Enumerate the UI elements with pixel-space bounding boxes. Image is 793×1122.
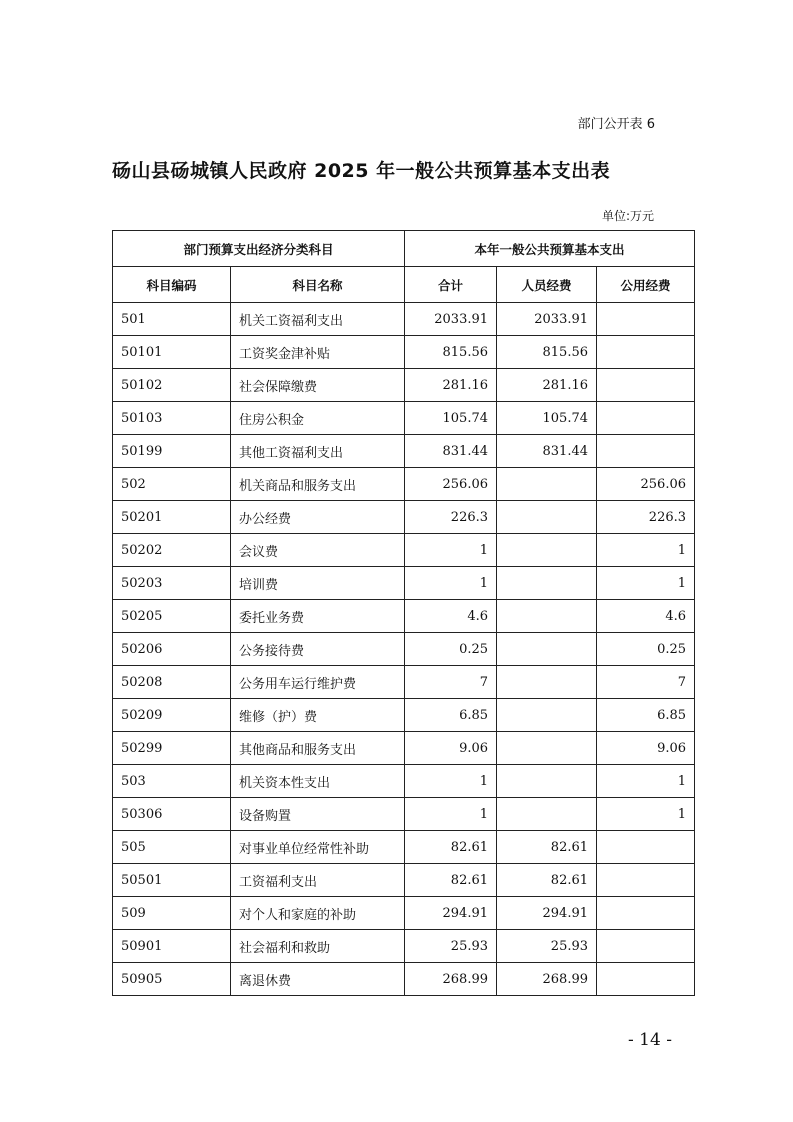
cell-total: 105.74 xyxy=(405,402,497,435)
cell-public xyxy=(597,336,695,369)
cell-personnel xyxy=(497,633,597,666)
cell-code: 50206 xyxy=(113,633,231,666)
table-row xyxy=(113,864,695,897)
cell-total: 6.85 xyxy=(405,699,497,732)
cell-public: 7 xyxy=(597,666,695,699)
cell-name: 机关工资福利支出 xyxy=(231,303,405,336)
table-row xyxy=(113,732,695,765)
cell-code: 50102 xyxy=(113,369,231,402)
cell-name: 办公经费 xyxy=(231,501,405,534)
table-row xyxy=(113,930,695,963)
cell-total: 9.06 xyxy=(405,732,497,765)
cell-name: 维修（护）费 xyxy=(231,699,405,732)
cell-public: 1 xyxy=(597,765,695,798)
page-title: 砀山县砀城镇人民政府 2025 年一般公共预算基本支出表 xyxy=(112,160,611,182)
cell-total: 1 xyxy=(405,798,497,831)
cell-total: 0.25 xyxy=(405,633,497,666)
cell-personnel: 294.91 xyxy=(497,897,597,930)
cell-code: 50103 xyxy=(113,402,231,435)
budget-table xyxy=(112,230,695,996)
cell-personnel xyxy=(497,732,597,765)
header-total: 合计 xyxy=(405,267,497,303)
cell-total: 4.6 xyxy=(405,600,497,633)
cell-code: 505 xyxy=(113,831,231,864)
cell-personnel: 281.16 xyxy=(497,369,597,402)
cell-name: 机关资本性支出 xyxy=(231,765,405,798)
cell-total: 2033.91 xyxy=(405,303,497,336)
cell-code: 50101 xyxy=(113,336,231,369)
cell-public: 1 xyxy=(597,798,695,831)
cell-personnel xyxy=(497,501,597,534)
header-expenditure-group: 本年一般公共预算基本支出 xyxy=(405,231,695,267)
cell-name: 住房公积金 xyxy=(231,402,405,435)
cell-personnel: 82.61 xyxy=(497,831,597,864)
table-row xyxy=(113,798,695,831)
cell-public xyxy=(597,435,695,468)
cell-code: 501 xyxy=(113,303,231,336)
cell-name: 公务用车运行维护费 xyxy=(231,666,405,699)
cell-public: 1 xyxy=(597,534,695,567)
cell-total: 294.91 xyxy=(405,897,497,930)
cell-name: 其他工资福利支出 xyxy=(231,435,405,468)
header-name: 科目名称 xyxy=(231,267,405,303)
unit-label: 单位:万元 xyxy=(601,209,654,223)
cell-personnel xyxy=(497,765,597,798)
cell-name: 委托业务费 xyxy=(231,600,405,633)
cell-total: 815.56 xyxy=(405,336,497,369)
cell-personnel xyxy=(497,468,597,501)
cell-total: 7 xyxy=(405,666,497,699)
table-row xyxy=(113,501,695,534)
cell-code: 50901 xyxy=(113,930,231,963)
cell-personnel xyxy=(497,600,597,633)
cell-name: 工资奖金津补贴 xyxy=(231,336,405,369)
cell-personnel xyxy=(497,567,597,600)
table-row xyxy=(113,633,695,666)
cell-total: 268.99 xyxy=(405,963,497,996)
cell-code: 50201 xyxy=(113,501,231,534)
cell-public: 226.3 xyxy=(597,501,695,534)
cell-public: 0.25 xyxy=(597,633,695,666)
cell-code: 50202 xyxy=(113,534,231,567)
cell-code: 502 xyxy=(113,468,231,501)
cell-name: 社会福利和救助 xyxy=(231,930,405,963)
page-number: - 14 - xyxy=(628,1030,672,1050)
cell-personnel xyxy=(497,534,597,567)
table-row xyxy=(113,897,695,930)
cell-public xyxy=(597,369,695,402)
cell-personnel: 25.93 xyxy=(497,930,597,963)
cell-code: 50299 xyxy=(113,732,231,765)
cell-personnel: 268.99 xyxy=(497,963,597,996)
cell-personnel: 831.44 xyxy=(497,435,597,468)
table-row xyxy=(113,600,695,633)
cell-public: 256.06 xyxy=(597,468,695,501)
cell-code: 50203 xyxy=(113,567,231,600)
cell-code: 509 xyxy=(113,897,231,930)
cell-name: 社会保障缴费 xyxy=(231,369,405,402)
cell-code: 50208 xyxy=(113,666,231,699)
cell-name: 对个人和家庭的补助 xyxy=(231,897,405,930)
table-row xyxy=(113,303,695,336)
cell-total: 831.44 xyxy=(405,435,497,468)
cell-total: 1 xyxy=(405,567,497,600)
cell-total: 82.61 xyxy=(405,864,497,897)
cell-name: 培训费 xyxy=(231,567,405,600)
table-row xyxy=(113,336,695,369)
cell-personnel xyxy=(497,666,597,699)
table-row xyxy=(113,402,695,435)
cell-total: 82.61 xyxy=(405,831,497,864)
cell-code: 50905 xyxy=(113,963,231,996)
cell-name: 公务接待费 xyxy=(231,633,405,666)
cell-code: 50199 xyxy=(113,435,231,468)
table-row xyxy=(113,831,695,864)
cell-public: 1 xyxy=(597,567,695,600)
cell-personnel xyxy=(497,798,597,831)
cell-name: 会议费 xyxy=(231,534,405,567)
cell-public xyxy=(597,831,695,864)
table-row xyxy=(113,534,695,567)
cell-total: 226.3 xyxy=(405,501,497,534)
cell-personnel: 2033.91 xyxy=(497,303,597,336)
cell-code: 503 xyxy=(113,765,231,798)
cell-code: 50306 xyxy=(113,798,231,831)
table-row xyxy=(113,567,695,600)
cell-personnel: 105.74 xyxy=(497,402,597,435)
cell-public: 6.85 xyxy=(597,699,695,732)
cell-public xyxy=(597,897,695,930)
table-row xyxy=(113,699,695,732)
table-row xyxy=(113,369,695,402)
cell-name: 工资福利支出 xyxy=(231,864,405,897)
cell-personnel xyxy=(497,699,597,732)
cell-personnel: 82.61 xyxy=(497,864,597,897)
table-row xyxy=(113,435,695,468)
cell-name: 对事业单位经常性补助 xyxy=(231,831,405,864)
cell-name: 机关商品和服务支出 xyxy=(231,468,405,501)
header-code: 科目编码 xyxy=(113,267,231,303)
table-row xyxy=(113,765,695,798)
cell-public: 4.6 xyxy=(597,600,695,633)
cell-public xyxy=(597,864,695,897)
cell-total: 25.93 xyxy=(405,930,497,963)
table-row xyxy=(113,468,695,501)
cell-public: 9.06 xyxy=(597,732,695,765)
cell-total: 1 xyxy=(405,765,497,798)
cell-name: 设备购置 xyxy=(231,798,405,831)
cell-public xyxy=(597,303,695,336)
cell-public xyxy=(597,402,695,435)
table-row xyxy=(113,963,695,996)
header-personnel: 人员经费 xyxy=(497,267,597,303)
cell-personnel: 815.56 xyxy=(497,336,597,369)
cell-name: 其他商品和服务支出 xyxy=(231,732,405,765)
table-row xyxy=(113,666,695,699)
cell-code: 50205 xyxy=(113,600,231,633)
cell-name: 离退休费 xyxy=(231,963,405,996)
cell-public xyxy=(597,930,695,963)
cell-code: 50501 xyxy=(113,864,231,897)
cell-total: 1 xyxy=(405,534,497,567)
header-public: 公用经费 xyxy=(597,267,695,303)
cell-total: 281.16 xyxy=(405,369,497,402)
cell-code: 50209 xyxy=(113,699,231,732)
cell-total: 256.06 xyxy=(405,468,497,501)
document-label: 部门公开表 6 xyxy=(577,117,655,132)
cell-public xyxy=(597,963,695,996)
header-classification-group: 部门预算支出经济分类科目 xyxy=(113,231,405,267)
